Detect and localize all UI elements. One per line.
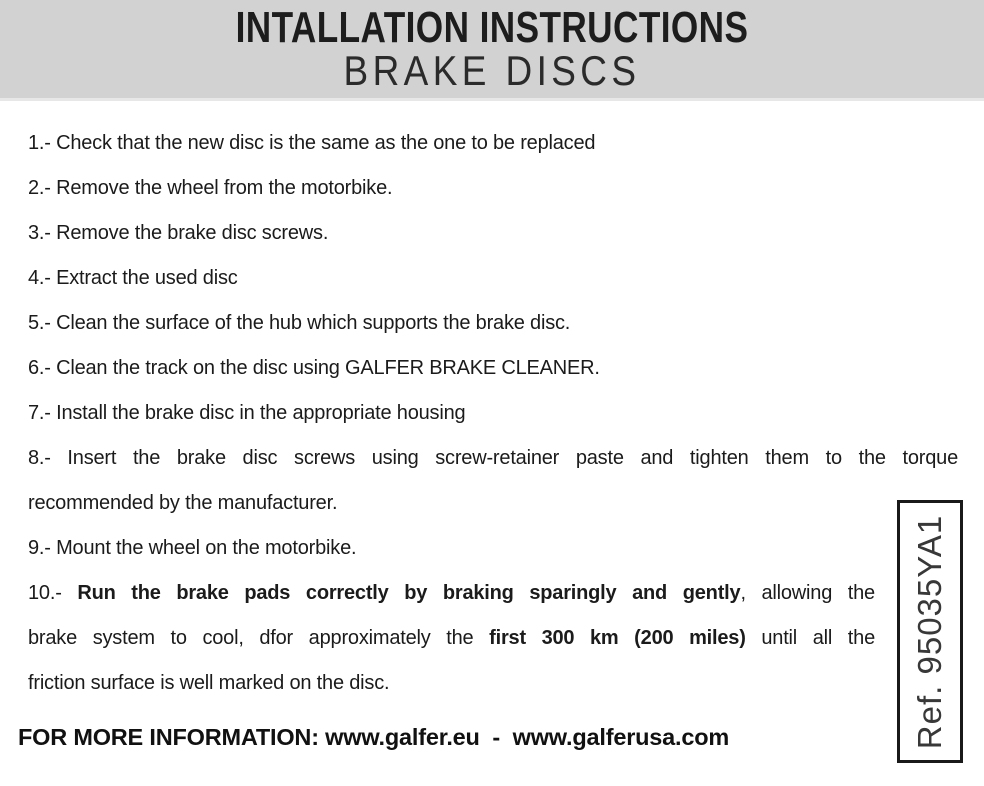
step-10-line-3: friction surface is well marked on the disc.	[28, 672, 390, 694]
step-2: 2.- Remove the wheel from the motorbike.	[28, 177, 393, 199]
step-10-after-bold: , allowing the	[740, 582, 875, 604]
step-10-line-2-end: until all the	[745, 627, 875, 649]
step-10-line-1	[28, 571, 875, 616]
step-1: 1.- Check that the new disc is the same as the one to be replaced	[28, 132, 596, 154]
step-6: 6.- Clean the track on the disc using GALFER BRAKE CLEANER.	[28, 357, 600, 379]
step-10-bold-phrase: Run the brake pads correctly by braking sparingly and gently	[77, 582, 741, 604]
step-10-prefix: 10.-	[28, 582, 78, 604]
step-5: 5.- Clean the surface of the hub which supports the brake disc.	[28, 312, 571, 334]
step-7: 7.- Install the brake disc in the appropriate housing	[28, 402, 466, 424]
reference-number-box	[897, 500, 963, 763]
step-8-line-2: recommended by the manufacturer.	[28, 492, 338, 514]
page-subtitle: BRAKE DISCS	[343, 47, 641, 94]
step-10-line-2	[28, 616, 875, 661]
instruction-list	[0, 101, 984, 760]
step-9: 9.- Mount the wheel on the motorbike.	[28, 537, 357, 559]
footer-info: FOR MORE INFORMATION: www.galfer.eu - www.galferusa.com	[18, 724, 730, 750]
step-8-line-1: 8.- Insert the brake disc screws using screw-retainer paste and tighten them to the torque	[28, 447, 958, 469]
reference-number-label: Ref. 95035YA1	[911, 514, 948, 749]
step-10-line-2-start: brake system to cool, dfor approximately the	[28, 627, 490, 649]
step-10-bold-distance: first 300 km (200 miles)	[489, 627, 746, 649]
step-4: 4.- Extract the used disc	[28, 267, 238, 289]
step-3: 3.- Remove the brake disc screws.	[28, 222, 329, 244]
header-band	[0, 0, 984, 101]
page-title: INTALLATION INSTRUCTIONS	[235, 3, 749, 52]
